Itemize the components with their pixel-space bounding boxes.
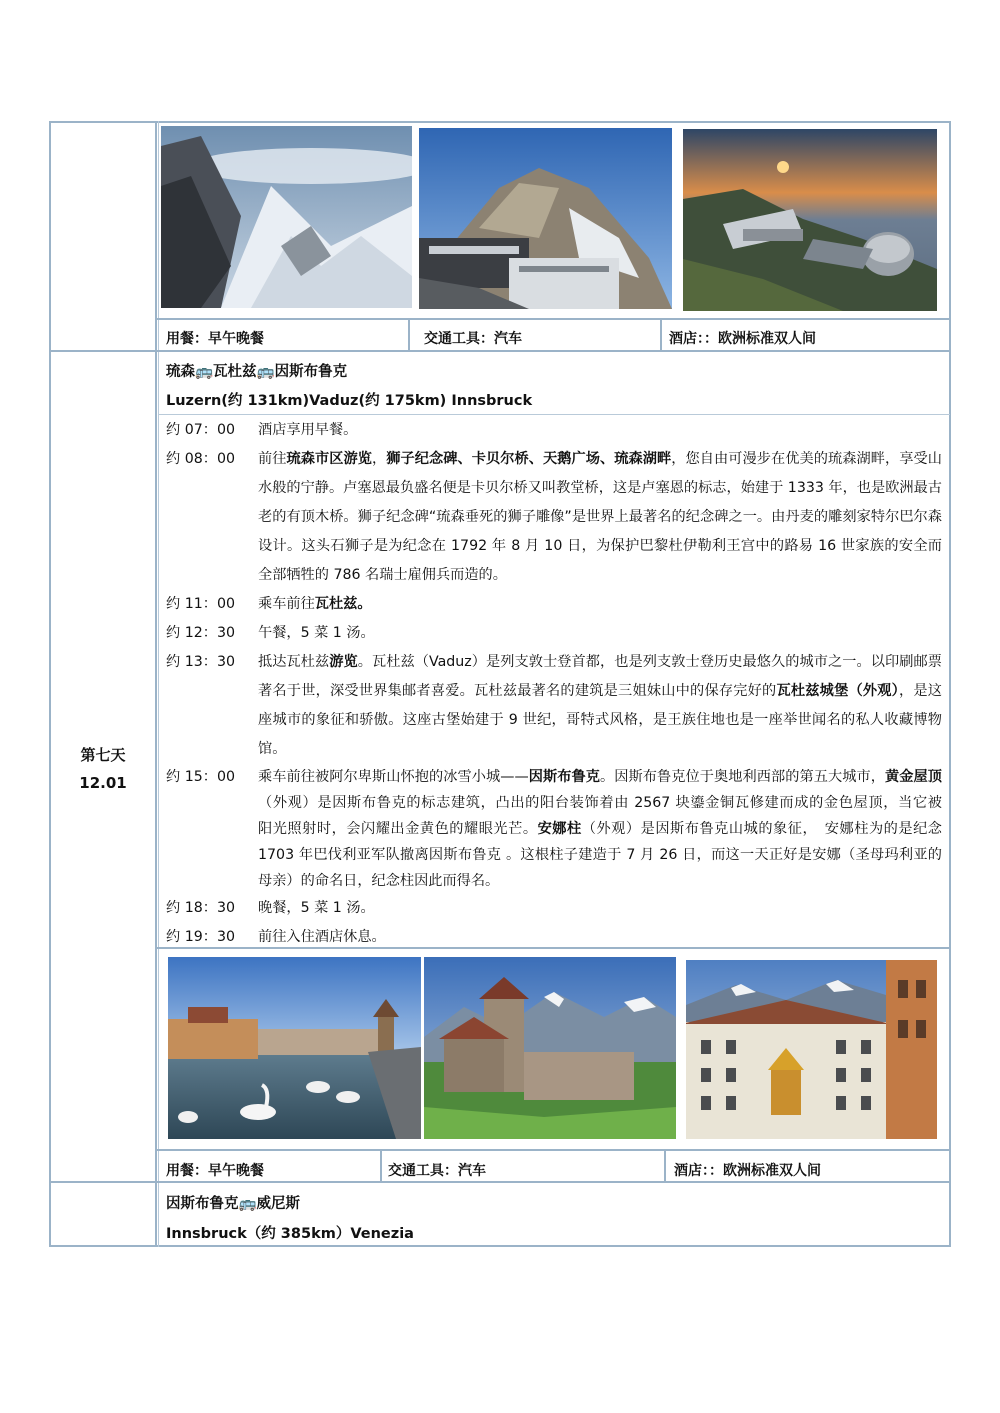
day-label [50,741,156,797]
photo-pilatus-hotel-sunset [683,129,937,311]
divider [158,414,950,415]
divider [156,318,950,320]
photo-vaduz-castle [424,957,676,1139]
hotel-label: 酒店：：欧洲标准双人间 [674,1163,821,1179]
schedule-time: 约 12：30 [166,625,235,641]
hotel-label: 酒店：：欧洲标准双人间 [669,331,816,347]
schedule-time: 约 15：00 [166,769,235,785]
schedule-text: 晚餐，5 菜 1 汤。 [258,900,375,916]
schedule-text: 乘车前往瓦杜兹。 [258,596,372,612]
schedule-text: 抵达瓦杜兹游览。瓦杜兹（Vaduz）是列支敦士登首都，也是列支敦士登历史最悠久的城市之一。以印刷邮票著名于世，深受世界集邮者喜爱。瓦杜兹最著名的建筑是三姐妹山中的保存完好的瓦杜兹城堡（外观），是这座城市的象征和骄傲。这座古堡始建于 9 世纪，哥特式风格，是王族住地也是一座举世闻名的私人收藏博物馆。 [258,654,942,757]
divider [380,1149,382,1181]
divider [408,318,410,350]
day8-route-cn: 因斯布鲁克🚌威尼斯 [166,1196,301,1212]
meals-label: 用餐：早午晚餐 [166,331,264,347]
meals-label: 用餐：早午晚餐 [166,1163,264,1179]
day7-schedule [166,416,961,952]
schedule-time: 约 07：00 [166,422,235,438]
photo-lucerne-swans [168,957,421,1139]
day-date: 12.01 [79,774,127,792]
day-divider [49,350,951,352]
schedule-time: 约 13：30 [166,654,235,670]
column-divider [155,121,157,1247]
divider [156,947,950,949]
transport-label: 交通工具：汽车 [424,331,522,347]
divider [664,1149,666,1181]
schedule-time: 约 18：30 [166,900,235,916]
day-divider [49,1181,951,1183]
schedule-time: 约 11：00 [166,596,235,612]
photo-pilatus-snow-peaks [161,126,412,308]
schedule-item [166,416,942,445]
schedule-time: 约 08：00 [166,451,235,467]
transport-label: 交通工具：汽车 [388,1163,486,1179]
schedule-item [166,894,942,923]
schedule-item [166,648,942,764]
schedule-time: 约 19：30 [166,929,235,945]
photo-innsbruck-golden-roof [686,960,937,1139]
schedule-text: 前往入住酒店休息。 [258,929,386,945]
photo-pilatus-summit-station [419,128,672,309]
schedule-item [166,764,961,894]
divider [156,1149,950,1151]
schedule-item [166,619,942,648]
day7-route-cn: 琉森🚌瓦杜兹🚌因斯布鲁克 [166,364,348,380]
divider [660,318,662,350]
schedule-text: 午餐，5 菜 1 汤。 [258,625,375,641]
schedule-text: 酒店享用早餐。 [258,422,358,438]
schedule-item [166,445,942,590]
day7-route-en: Luzern(约 131km)Vaduz(约 175km) Innsbruck [166,393,533,409]
schedule-text: 前往琉森市区游览，狮子纪念碑、卡贝尔桥、天鹅广场、琉森湖畔，您自由可漫步在优美的琉森湖畔，享受山水般的宁静。卢塞恩最负盛名便是卡贝尔桥又叫教堂桥，这是卢塞恩的标志，始建于 1333 年，也是欧洲最古老的有顶木桥。狮子纪念碑“琉森垂死的狮子雕像”是世界上最著名的纪念碑之一。由丹麦的雕刻家特尔巴尔森设计。这头石狮子是为纪念在 1792 年 8 月 10 日，为保护巴黎杜伊勒利王宫中的路易 16 世家族的安全而全部牺牲的 786 名瑞士雇佣兵而造的。 [258,451,942,583]
schedule-item [166,590,942,619]
day8-route-en: Innsbruck（约 385km）Venezia [166,1226,414,1242]
day-number: 第七天 [80,746,126,764]
schedule-text: 乘车前往被阿尔卑斯山怀抱的冰雪小城——因斯布鲁克。因斯布鲁克位于奥地利西部的第五大城市，黄金屋顶（外观）是因斯布鲁克的标志建筑，凸出的阳台装饰着由 2567 块鎏金铜瓦修建而成的金色屋顶，当它被 阳光照射时，会闪耀出金黄色的耀眼光芒。安娜柱（外观）是因斯布鲁克山城的象征， 安娜柱为的是纪念 1703 年巴伐利亚军队撤离因斯布鲁克 。这根柱子建造于 7 月 26 日，而这一天正好是安娜（圣母玛利亚的母亲）的命名日，纪念柱因此而得名。 [258,769,961,889]
column-divider-inner [158,121,159,1247]
